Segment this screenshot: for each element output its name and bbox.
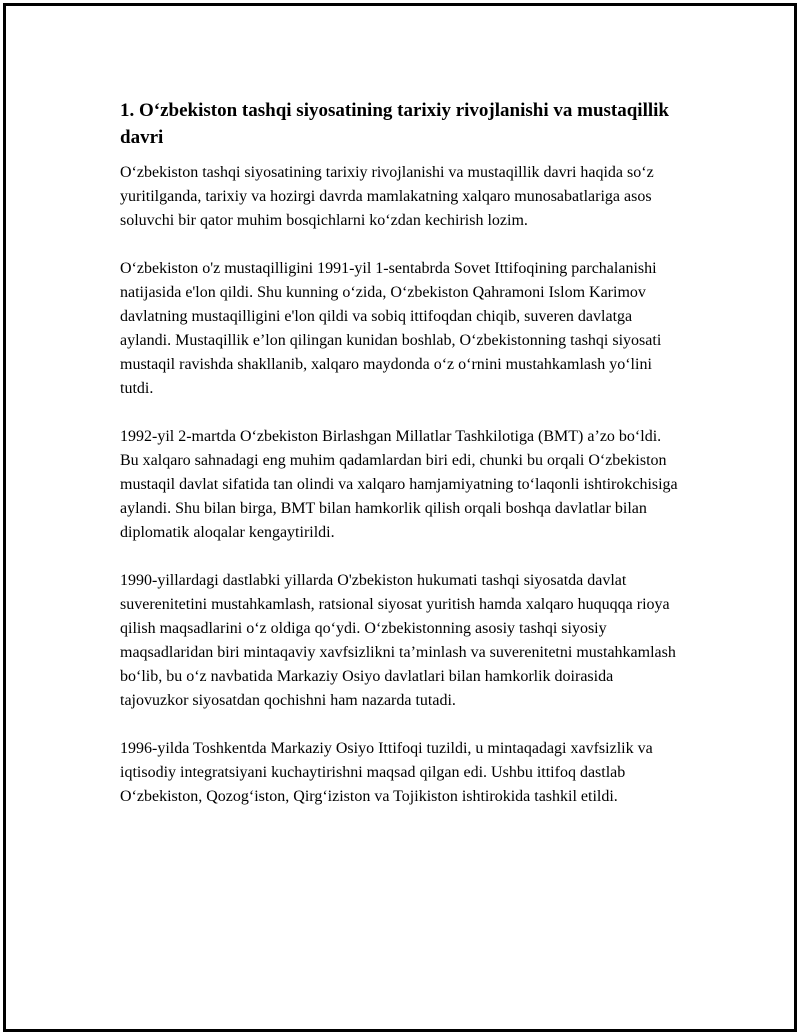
- document-body: [120, 97, 680, 833]
- paragraph-1: O‘zbekiston tashqi siyosatining tarixiy rivojlanishi va mustaqillik davri haqida so‘z yuritilganda, tarixiy va hozirgi davrda mamlakatning xalqaro munosabatlariga asos soluvchi bir qator muhim bosqichlarni ko‘zdan kechirish lozim.: [120, 164, 654, 229]
- page-frame: [3, 3, 797, 1032]
- paragraph-4: 1990-yillardagi dastlabki yillarda O'zbekiston hukumati tashqi siyosatda davlat suverenitetini mustahkamlash, ratsional siyosat yuritish hamda xalqaro huquqqa rioya qilish maqsadlarini o‘z oldiga qo‘ydi. O‘zbekistonning asosiy tashqi siyosiy maqsadlaridan biri mintaqaviy xavfsizlikni ta’minlash va suverenitetni mustahkamlash bo‘lib, bu o‘z navbatida Markaziy Osiyo davlatlari bilan hamkorlik doirasida tajovuzkor siyosatdan qochishni ham nazarda tutadi.: [120, 572, 676, 709]
- section-heading: 1. O‘zbekiston tashqi siyosatining tarixiy rivojlanishi va mustaqillik davri: [120, 100, 669, 148]
- paragraph-5: 1996-yilda Toshkentda Markaziy Osiyo Ittifoqi tuzildi, u mintaqadagi xavfsizlik va iqtisodiy integratsiyani kuchaytirishni maqsad qilgan edi. Ushbu ittifoq dastlab O‘zbekiston, Qozog‘iston, Qirg‘iziston va Tojikiston ishtirokida tashkil etildi.: [120, 740, 653, 805]
- paragraph-2: O‘zbekiston o'z mustaqilligini 1991-yil 1-sentabrda Sovet Ittifoqining parchalanishi natijasida e'lon qildi. Shu kunning o‘zida, O‘zbekiston Qahramoni Islom Karimov davlatning mustaqilligini e'lon qildi va sobiq ittifoqdan chiqib, suveren davlatga aylandi. Mustaqillik e’lon qilingan kunidan boshlab, O‘zbekistonning tashqi siyosati mustaqil ravishda shakllanib, xalqaro maydonda o‘z o‘rnini mustahkamlash yo‘lini tutdi.: [120, 260, 662, 397]
- paragraph-3: 1992-yil 2-martda O‘zbekiston Birlashgan Millatlar Tashkilotiga (BMT) a’zo bo‘ldi. Bu xalqaro sahnadagi eng muhim qadamlardan biri edi, chunki bu orqali O‘zbekiston mustaqil davlat sifatida tan olindi va xalqaro hamjamiyatning to‘laqonli ishtirokchisiga aylandi. Shu bilan birga, BMT bilan hamkorlik qilish orqali boshqa davlatlar bilan diplomatik aloqalar kengaytirildi.: [120, 428, 678, 541]
